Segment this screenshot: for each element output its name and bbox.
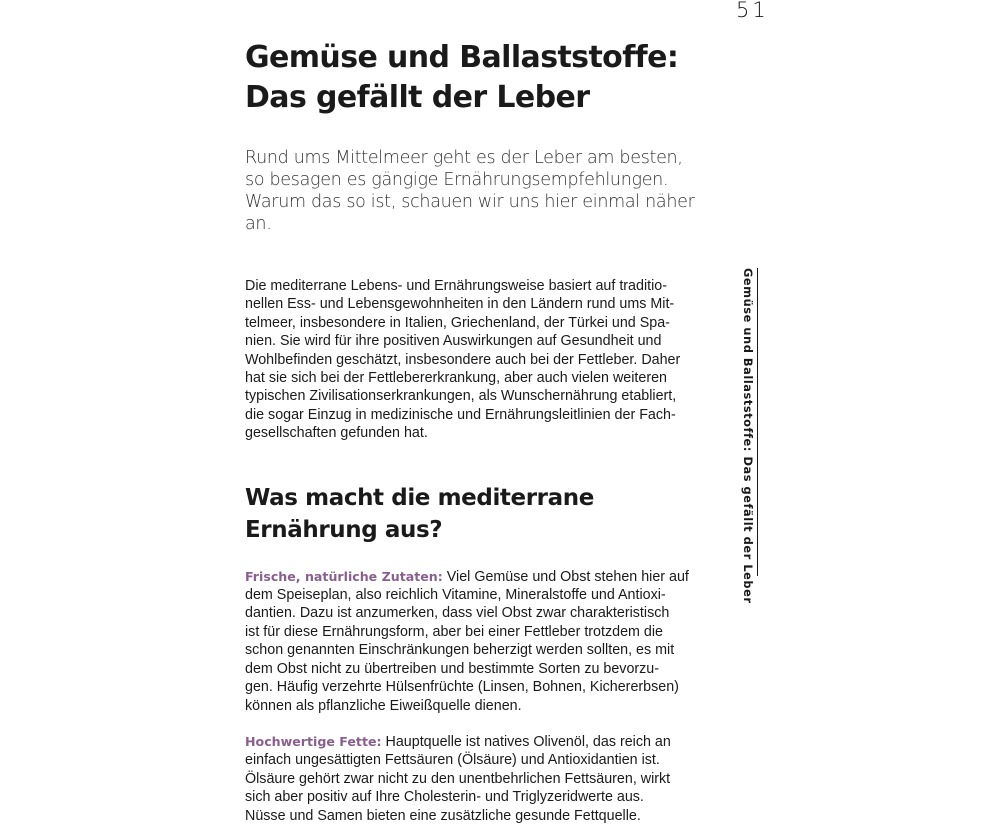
section-heading	[245, 482, 695, 546]
lead-term-fresh-ingredients: Frische, natürliche Zutaten:	[245, 568, 443, 584]
paragraph-line: dem Speiseplan, also reichlich Vitamine, Mineralstoffe und Antioxi-	[245, 587, 666, 604]
paragraph-line: können als pflanzliche Eiweißquelle dienen.	[245, 697, 522, 714]
section-heading-line-1: Was macht die mediterrane	[245, 484, 594, 511]
paragraph-line: schon genannten Einschränkungen beherzigt werden sollten, es mit	[245, 642, 675, 659]
page-title	[245, 38, 695, 118]
paragraph-line: dem Obst nicht zu übertreiben und bestimmte Sorten zu bevorzu-	[245, 660, 660, 677]
paragraph-line: gen. Häufig verzehrte Hülsenfrüchte (Linsen, Bohnen, Kichererbsen)	[245, 679, 679, 696]
intro-line: die sogar Einzug in medizinische und Ernährungsleitlinien der Fach-	[245, 406, 676, 423]
intro-line: gesellschaften gefunden hat.	[245, 425, 428, 442]
intro-line: nien. Sie wird für ihre positiven Auswirkungen auf Gesundheit und	[245, 333, 662, 350]
paragraph-line: Viel Gemüse und Obst stehen hier auf	[442, 568, 689, 585]
paragraph-line: einfach ungesättigten Fettsäuren (Ölsäure) und Antioxidantien ist.	[245, 752, 660, 769]
lead-term-quality-fats: Hochwertige Fette:	[245, 733, 382, 749]
article	[245, 38, 695, 825]
lead-paragraph: Rund ums Mittelmeer geht es der Leber am besten, so besagen es gängige Ernährungsempfehlungen. Warum das so ist, schauen wir uns hier einmal näher an.	[245, 148, 695, 234]
running-head: Gemüse und Ballaststoffe: Das gefällt der Leber	[740, 268, 758, 576]
paragraph-line: Ölsäure gehört zwar nicht zu den unentbehrlichen Fettsäuren, wirkt	[245, 770, 671, 787]
intro-line: Wohlbefinden geschätzt, insbesondere auch bei der Fettleber. Daher	[245, 351, 681, 368]
paragraph-fresh-ingredients	[245, 568, 695, 715]
paragraph-line: sich aber positiv auf Ihre Cholesterin- und Triglyzeridwerte aus.	[245, 789, 644, 806]
section-heading-line-2: Ernährung aus?	[245, 516, 443, 543]
page-number: 51	[736, 0, 769, 22]
paragraph-line: ist für diese Ernährungsform, aber bei einer Fettleber trotzdem die	[245, 623, 663, 640]
intro-paragraph	[245, 277, 695, 443]
paragraph-quality-fats	[245, 733, 695, 825]
intro-line: nellen Ess- und Lebensgewohnheiten in den Ländern rund ums Mit-	[245, 296, 675, 313]
title-line-2: Das gefällt der Leber	[245, 80, 590, 115]
title-line-1: Gemüse und Ballaststoffe:	[245, 40, 679, 75]
paragraph-line: dantien. Dazu ist anzumerken, dass viel Obst zwar charakteristisch	[245, 605, 670, 622]
intro-line: Die mediterrane Lebens- und Ernährungsweise basiert auf traditio-	[245, 278, 667, 294]
paragraph-line: Nüsse und Samen bieten eine zusätzliche gesunde Fettquelle.	[245, 807, 641, 824]
paragraph-line: Hauptquelle ist natives Olivenöl, das reich an	[381, 733, 671, 750]
intro-line: hat sie sich bei der Fettlebererkrankung, aber auch vielen weiteren	[245, 370, 667, 387]
intro-line: typischen Zivilisationserkrankungen, als Wunschernährung etabliert,	[245, 388, 677, 405]
intro-line: telmeer, insbesondere in Italien, Griechenland, der Türkei und Spa-	[245, 314, 670, 331]
